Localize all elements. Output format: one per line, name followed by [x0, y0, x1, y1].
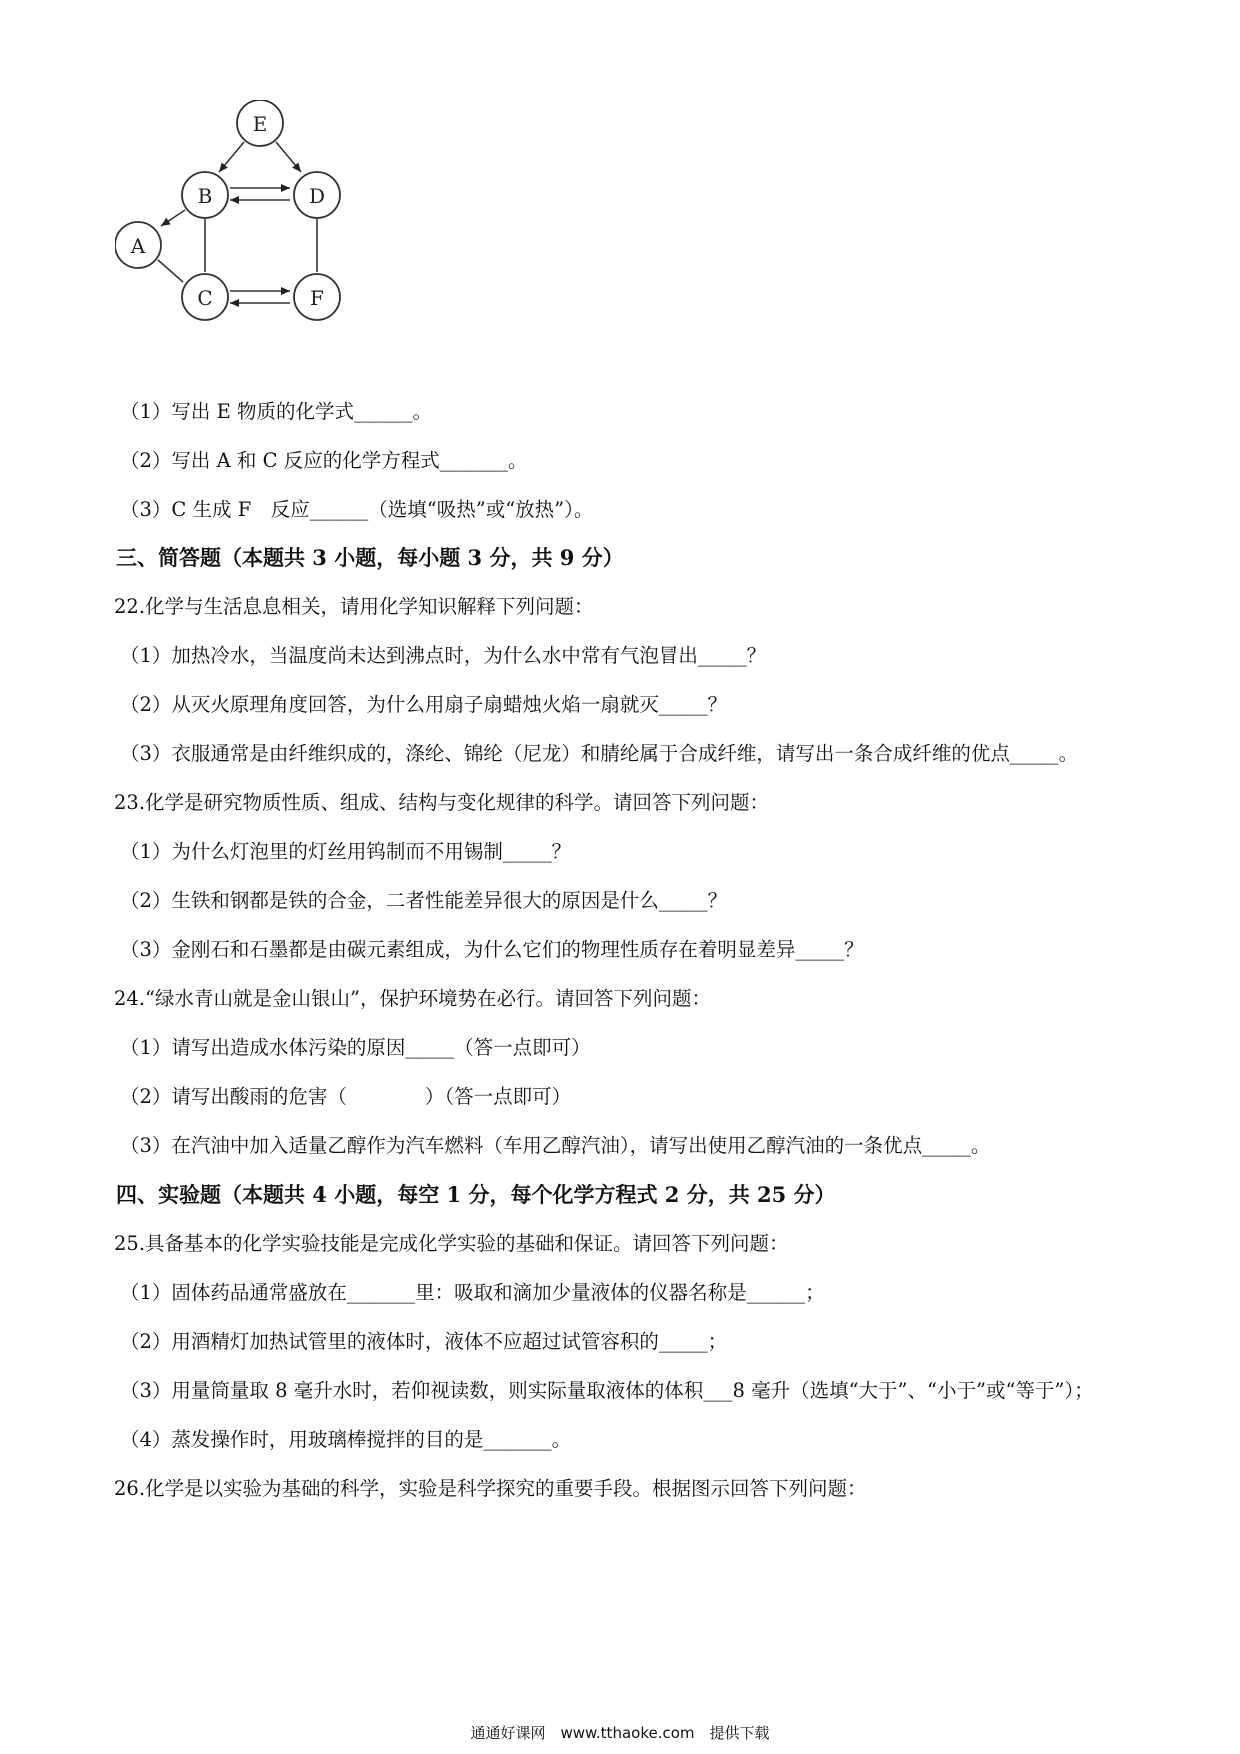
q23-sub2: （2）生铁和钢都是铁的合金，二者性能差异很大的原因是什么_____？ — [120, 889, 728, 912]
arrow-b-to-a — [161, 210, 185, 226]
q25-sub3: （3）用量筒量取 8 毫升水时，若仰视读数，则实际量取液体的体积___8 毫升（选填“大于”、“小于”或“等于”）； — [120, 1379, 1094, 1402]
node-b-label: B — [197, 184, 213, 208]
q24-sub2: （2）请写出酸雨的危害（ ）（答一点即可） — [120, 1085, 572, 1108]
q24-sub1: （1）请写出造成水体污染的原因_____（答一点即可） — [120, 1036, 591, 1059]
q21-sub2: （2）写出 A 和 C 反应的化学方程式_______。 — [120, 449, 528, 472]
node-f-label: F — [310, 286, 324, 310]
q23-sub3: （3）金刚石和石墨都是由碳元素组成，为什么它们的物理性质存在着明显差异_____？ — [120, 938, 864, 961]
q24-sub3: （3）在汽油中加入适量乙醇作为汽车燃料（车用乙醇汽油），请写出使用乙醇汽油的一条优点_____。 — [120, 1134, 991, 1157]
node-a-label: A — [130, 234, 146, 258]
arrow-e-to-d — [276, 142, 301, 172]
q25-stem: 25.具备基本的化学实验技能是完成化学实验的基础和保证。请回答下列问题： — [114, 1232, 789, 1255]
q21-sub1: （1）写出 E 物质的化学式______。 — [120, 400, 433, 423]
q21-sub3: （3）C 生成 F 反应______（选填“吸热”或“放热”）。 — [120, 498, 594, 521]
q22-sub3: （3）衣服通常是由纤维织成的，涤纶、锦纶（尼龙）和腈纶属于合成纤维，请写出一条合成纤维的优点_____。 — [120, 742, 1079, 765]
section-3-heading: 三、简答题（本题共 3 小题，每小题 3 分，共 9 分） — [116, 545, 624, 570]
q25-sub4: （4）蒸发操作时，用玻璃棒搅拌的目的是_______。 — [120, 1428, 572, 1451]
q22-sub2: （2）从灭火原理角度回答，为什么用扇子扇蜡烛火焰一扇就灭_____？ — [120, 693, 728, 716]
q25-sub1: （1）固体药品通常盛放在_______里：吸取和滴加少量液体的仪器名称是______； — [120, 1281, 825, 1304]
q23-stem: 23.化学是研究物质性质、组成、结构与变化规律的科学。请回答下列问题： — [114, 791, 770, 814]
q22-stem: 22.化学与生活息息相关，请用化学知识解释下列问题： — [114, 595, 594, 618]
q26-stem: 26.化学是以实验为基础的科学，实验是科学探究的重要手段。根据图示回答下列问题： — [114, 1477, 867, 1500]
page-footer: 通通好课网 www.tthaoke.com 提供下载 — [470, 1724, 770, 1742]
node-c-label: C — [197, 286, 213, 310]
section-4-heading: 四、实验题（本题共 4 小题，每空 1 分，每个化学方程式 2 分，共 25 分） — [116, 1182, 836, 1207]
substance-relation-diagram — [115, 100, 415, 380]
q25-sub2: （2）用酒精灯加热试管里的液体时，液体不应超过试管容积的_____； — [120, 1330, 728, 1353]
node-d-label: D — [308, 184, 326, 208]
line-a-c — [158, 260, 183, 282]
q22-sub1: （1）加热冷水，当温度尚未达到沸点时，为什么水中常有气泡冒出_____？ — [120, 644, 767, 667]
arrow-e-to-b — [219, 142, 244, 172]
q23-sub1: （1）为什么灯泡里的灯丝用钨制而不用锡制_____？ — [120, 840, 572, 863]
node-e-label: E — [252, 112, 268, 136]
q24-stem: 24.“绿水青山就是金山银山”，保护环境势在必行。请回答下列问题： — [114, 987, 711, 1010]
